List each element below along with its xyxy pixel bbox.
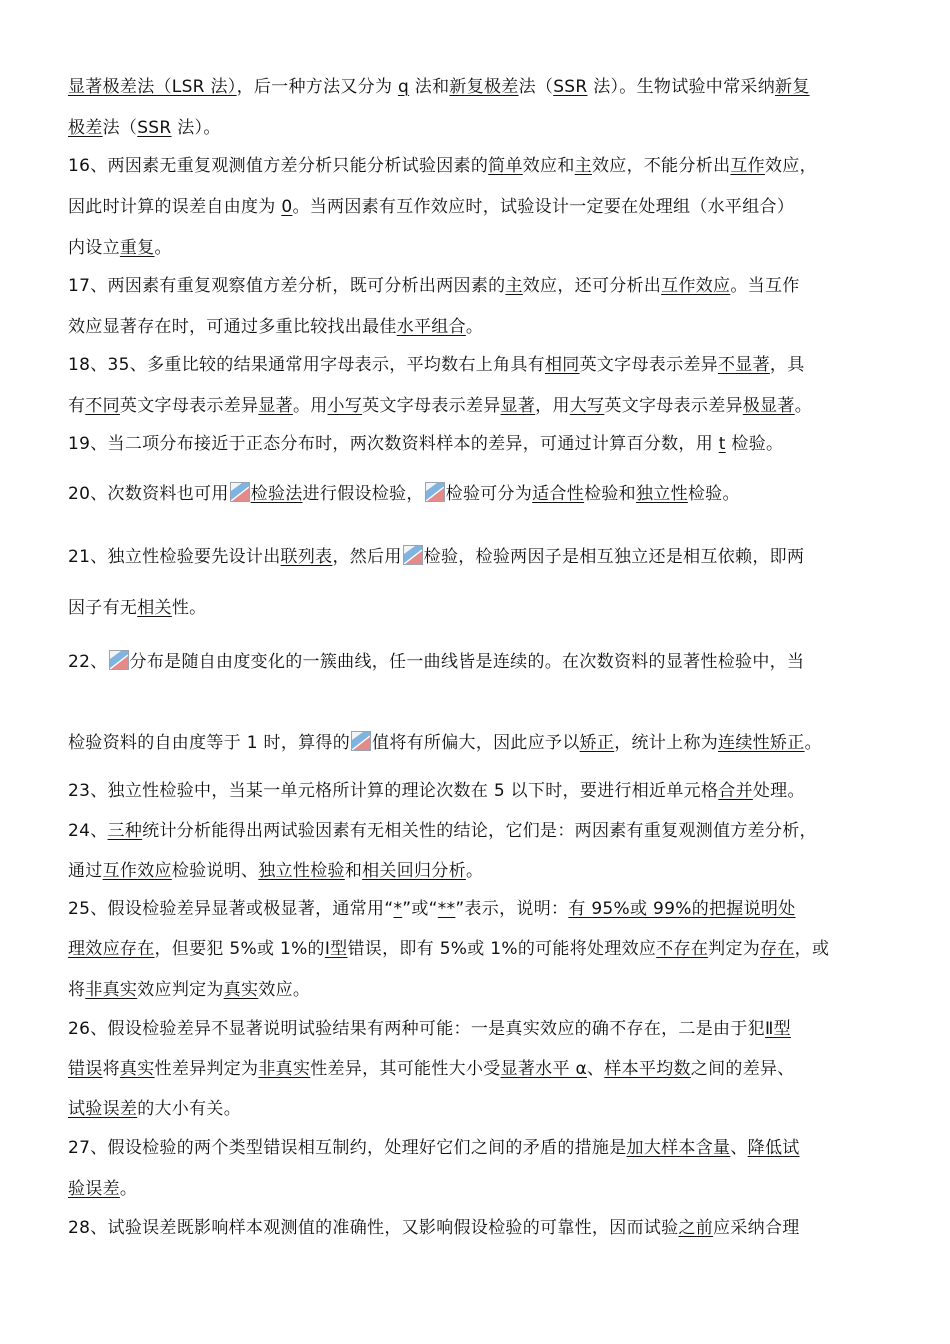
- text-segment: 英文字母表示差异: [362, 396, 501, 416]
- text-segment: 。: [465, 861, 484, 881]
- underlined-answer: 主: [574, 156, 592, 176]
- text-segment: 21、独立性检验要先设计出: [68, 547, 281, 567]
- text-line: [68, 316, 888, 338]
- text-segment: 有: [68, 396, 86, 416]
- text-line: [68, 117, 888, 139]
- text-segment: 的大小有关。: [137, 1099, 242, 1119]
- underlined-answer: q: [397, 77, 410, 97]
- underlined-answer: 存在: [760, 939, 795, 959]
- text-line: [68, 76, 888, 98]
- text-line: [68, 354, 888, 376]
- text-line: [68, 860, 888, 882]
- text-segment: 、: [730, 1138, 748, 1158]
- text-segment: 之间的差异、: [690, 1059, 795, 1079]
- text-segment: 28、试验误差既影响样本观测值的准确性，又影响假设检验的可靠性，因而试验: [68, 1218, 679, 1238]
- text-line: [68, 780, 888, 802]
- underlined-answer: 验误差: [68, 1179, 120, 1199]
- underlined-answer: 主: [505, 276, 523, 296]
- text-segment: ，或: [794, 939, 830, 959]
- chi-square-symbol-icon: [425, 482, 445, 502]
- text-segment: 法和: [409, 77, 450, 97]
- text-segment: 。当互作: [730, 276, 800, 296]
- underlined-answer: 之前: [678, 1218, 714, 1238]
- text-segment: 26、假设检验差异不显著说明试验结果有两种可能：一是真实效应的确不存在，二是由于犯: [68, 1019, 765, 1039]
- text-segment: 错误，即有 5%或 1%的可能将处理效应: [347, 939, 657, 959]
- underlined-answer: 独立性检验: [258, 861, 345, 881]
- text-line: [68, 545, 888, 568]
- text-segment: 处理。: [752, 781, 805, 801]
- text-segment: 。当两因素有互作效应时，试验设计一定要在处理组（水平组合）: [292, 197, 795, 217]
- underlined-answer: 有 95%或 99%的把握说明处: [568, 899, 796, 919]
- chi-square-symbol-icon: [351, 731, 371, 751]
- underlined-answer: 不存在: [656, 939, 709, 959]
- text-segment: 应采纳合理: [713, 1218, 800, 1238]
- underlined-answer: 合并: [718, 781, 753, 801]
- underlined-answer: 降低试: [747, 1138, 800, 1158]
- text-segment: 24、: [68, 821, 108, 841]
- text-segment: 法（: [518, 77, 554, 97]
- text-line: [68, 275, 888, 297]
- text-segment: 英文字母表示差异: [579, 355, 718, 375]
- text-segment: 将: [68, 980, 86, 1000]
- text-segment: 17、两因素有重复观察值方差分析，既可分析出两因素的: [68, 276, 506, 296]
- text-line: [68, 482, 888, 505]
- text-segment: 将: [102, 1059, 120, 1079]
- text-segment: 分布是随自由度变化的一簇曲线，任一曲线皆是连续的。在次数资料的显著性检验中，当: [129, 652, 805, 672]
- text-line: [68, 1137, 888, 1159]
- underlined-answer: 相同: [544, 355, 580, 375]
- text-segment: 效应。: [258, 980, 311, 1000]
- underlined-answer: 互作: [730, 156, 765, 176]
- text-segment: 。: [119, 1179, 138, 1199]
- underlined-answer: t: [718, 434, 726, 454]
- text-segment: 统计分析能得出两试验因素有无相关性的结论，它们是：两因素有重复观测值方差分析，: [142, 821, 817, 841]
- underlined-answer: 检验法: [250, 484, 303, 504]
- underlined-answer: *: [393, 899, 403, 919]
- text-segment: ，具: [769, 355, 805, 375]
- text-segment: 16、两因素无重复观测值方差分析只能分析试验因素的: [68, 156, 489, 176]
- text-segment: 英文字母表示差异: [119, 396, 259, 416]
- text-segment: ，但要犯 5%或 1%的: [154, 939, 325, 959]
- underlined-answer: 新复: [775, 77, 810, 97]
- text-segment: 判定为: [708, 939, 761, 959]
- underlined-answer: 小写: [327, 396, 363, 416]
- underlined-answer: 简单: [488, 156, 523, 176]
- text-segment: 值将有所偏大，因此应予以: [372, 733, 580, 753]
- text-segment: 检验和: [584, 484, 636, 504]
- text-segment: 20、次数资料也可用: [68, 484, 229, 504]
- underlined-answer: 连续性矫正: [718, 733, 805, 753]
- underlined-answer: 相关回归分析: [362, 861, 466, 881]
- text-segment: 18、35、多重比较的结果通常用字母表示，平均数右上角具有: [68, 355, 545, 375]
- text-line: [68, 155, 888, 177]
- text-segment: 检验资料的自由度等于 1 时，算得的: [68, 733, 351, 753]
- underlined-answer: 真实: [223, 980, 259, 1000]
- text-segment: 25、假设检验差异显著或极显著，通常用“: [68, 899, 394, 919]
- text-line: [68, 979, 888, 1001]
- underlined-answer: Ⅰ型: [324, 939, 348, 959]
- underlined-answer: 显著: [500, 396, 536, 416]
- text-segment: 检验，检验两因子是相互独立还是相互依赖，即两: [423, 547, 805, 567]
- text-line: [68, 433, 888, 455]
- text-segment: 效应判定为: [137, 980, 224, 1000]
- text-segment: 。: [794, 396, 813, 416]
- underlined-answer: 适合性: [532, 484, 585, 504]
- text-segment: ”或“: [402, 899, 438, 919]
- underlined-answer: 互作效应: [661, 276, 731, 296]
- chi-square-symbol-icon: [109, 650, 129, 670]
- text-line: [68, 1098, 888, 1120]
- underlined-answer: 三种: [107, 821, 143, 841]
- underlined-answer: 错误: [68, 1059, 103, 1079]
- underlined-answer: 相关: [137, 598, 172, 618]
- text-segment: 法（: [102, 118, 138, 138]
- underlined-answer: 非真实: [85, 980, 138, 1000]
- text-segment: 检验说明、: [171, 861, 259, 881]
- text-segment: 。: [465, 317, 484, 337]
- text-segment: 通过: [68, 861, 103, 881]
- underlined-answer: 新复极差: [449, 77, 519, 97]
- underlined-answer: Ⅱ型: [764, 1019, 791, 1039]
- text-line: [68, 597, 888, 619]
- text-segment: ”表示，说明：: [455, 899, 569, 919]
- underlined-answer: 矫正: [579, 733, 615, 753]
- text-segment: 进行假设检验，: [302, 484, 424, 504]
- text-line: [68, 1178, 888, 1200]
- text-line: [68, 237, 888, 259]
- text-segment: 效应显著存在时，可通过多重比较找出最佳: [68, 317, 397, 337]
- underlined-answer: 非真实: [258, 1059, 311, 1079]
- underlined-answer: 真实: [119, 1059, 155, 1079]
- underlined-answer: 不显著: [717, 355, 770, 375]
- underlined-answer: 显著水平 α: [500, 1059, 587, 1079]
- text-line: [68, 1018, 888, 1040]
- underlined-answer: 大写: [569, 396, 605, 416]
- text-segment: 法）。: [171, 118, 221, 138]
- text-line: [68, 898, 888, 920]
- text-line: [68, 1058, 888, 1080]
- text-segment: 性差异，其可能性大小受: [310, 1059, 501, 1079]
- text-line: [68, 1217, 888, 1239]
- text-segment: ，统计上称为: [614, 733, 719, 753]
- text-segment: 27、假设检验的两个类型错误相互制约，处理好它们之间的矛盾的措施是: [68, 1138, 627, 1158]
- text-segment: 因此时计算的误差自由度为: [68, 197, 282, 217]
- text-segment: 19、当二项分布接近于正态分布时，两次数资料样本的差异，可通过计算百分数，用: [68, 434, 719, 454]
- text-segment: ，然后用: [332, 547, 402, 567]
- text-segment: 性差异判定为: [154, 1059, 259, 1079]
- text-segment: 效应，不能分析出: [591, 156, 731, 176]
- text-segment: 因子有无: [68, 598, 138, 618]
- underlined-answer: 重复: [119, 238, 155, 258]
- text-segment: ，后一种方法又分为: [236, 77, 398, 97]
- text-segment: ，用: [535, 396, 570, 416]
- text-segment: 英文字母表示差异: [604, 396, 743, 416]
- text-line: [68, 938, 888, 960]
- text-line: [68, 820, 888, 842]
- text-segment: 内设立: [68, 238, 120, 258]
- underlined-answer: 独立性: [635, 484, 688, 504]
- chi-square-symbol-icon: [230, 482, 250, 502]
- underlined-answer: SSR: [137, 118, 172, 138]
- text-segment: 法）。生物试验中常采纳: [587, 77, 776, 97]
- text-segment: 检验。: [687, 484, 740, 504]
- underlined-answer: 显著: [258, 396, 293, 416]
- text-line: [68, 196, 888, 218]
- chi-square-symbol-icon: [403, 545, 423, 565]
- underlined-answer: 联列表: [280, 547, 333, 567]
- text-segment: 22、: [68, 652, 108, 672]
- underlined-answer: SSR: [553, 77, 588, 97]
- text-segment: 。: [154, 238, 172, 258]
- underlined-answer: 试验误差: [68, 1099, 138, 1119]
- underlined-answer: 极显著: [742, 396, 795, 416]
- text-segment: 检验。: [725, 434, 784, 454]
- text-segment: 。: [804, 733, 822, 753]
- underlined-answer: **: [437, 899, 456, 919]
- underlined-answer: 样本平均数: [604, 1059, 691, 1079]
- text-segment: 效应和: [522, 156, 575, 176]
- text-segment: 效应，: [764, 156, 817, 176]
- text-segment: 。用: [292, 396, 328, 416]
- underlined-answer: 不同: [85, 396, 120, 416]
- text-segment: 23、独立性检验中，当某一单元格所计算的理论次数在 5 以下时，要进行相近单元格: [68, 781, 719, 801]
- text-segment: 和: [344, 861, 363, 881]
- underlined-answer: 加大样本含量: [626, 1138, 731, 1158]
- text-segment: 、: [586, 1059, 605, 1079]
- underlined-answer: 极差: [68, 118, 103, 138]
- text-line: [68, 650, 888, 673]
- underlined-answer: 显著极差法（LSR 法）: [68, 77, 237, 97]
- underlined-answer: 0: [281, 197, 293, 217]
- text-line: [68, 395, 888, 417]
- underlined-answer: 互作效应: [102, 861, 172, 881]
- text-line: [68, 731, 888, 754]
- text-segment: 性。: [171, 598, 207, 618]
- text-segment: 效应，还可分析出: [522, 276, 662, 296]
- underlined-answer: 水平组合: [396, 317, 466, 337]
- text-segment: 检验可分为: [445, 484, 533, 504]
- underlined-answer: 理效应存在: [68, 939, 155, 959]
